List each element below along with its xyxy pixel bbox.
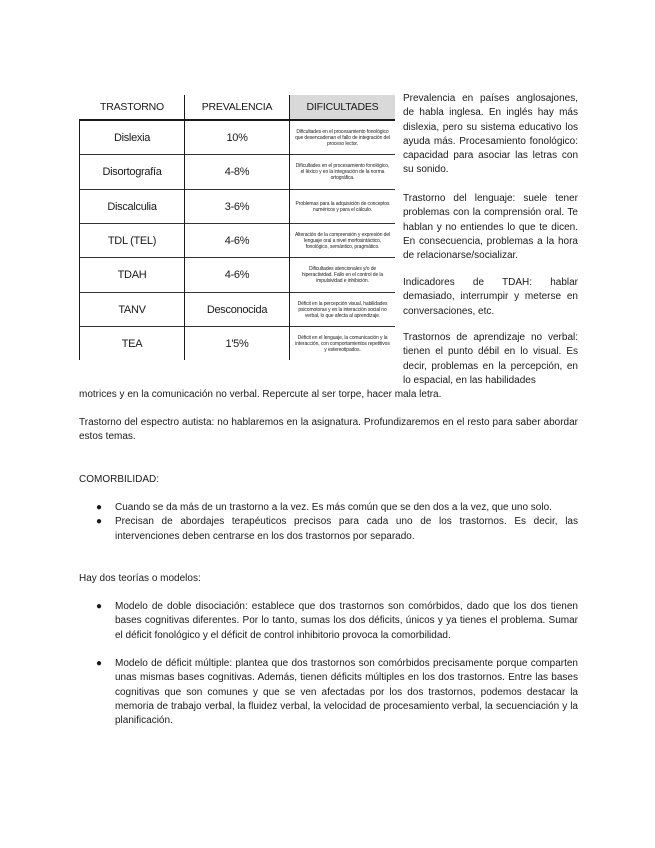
paragraph-language-disorder: Trastorno del lenguaje: suele tener problemas con la comprensión oral. Te hablan y no entiendes lo que te dicen. En consecuencia, problemas a la hora de relacionarse/socializar. <box>403 193 578 262</box>
table-row <box>80 258 396 293</box>
cell-difficulty: Dificultades en el procesamiento fonológico que desencadenan el fallo de integración del proceso lector. <box>290 120 396 155</box>
list-item-text: Cuando se da más de un trastorno a la vez. Es más común que se den dos a la vez, que uno solo. <box>115 502 552 513</box>
cell-difficulty: Déficit en la percepción visual, habilidades psicomotoras y en la interacción social no verbal, lo que afecta al aprendizaje. <box>290 293 396 327</box>
models-list-1 <box>79 600 578 643</box>
header-dificultades: DIFICULTADES <box>290 95 396 120</box>
paragraph-prevalence-note: Prevalencia en países anglosajones, de habla inglesa. En inglés hay más dislexia, pero su sistema educativo los ayuda más. Procesamiento fonológico: capacidad para asociar las letras con su sonido. <box>403 93 578 176</box>
header-prevalencia: PREVALENCIA <box>185 95 290 120</box>
cell-difficulty: Déficit en el lenguaje, la comunicación y la interacción, con comportamientos repetitivos y estereotipados. <box>290 327 396 361</box>
bullet-icon: ● <box>96 516 103 528</box>
cell-difficulty: Dificultades en el procesamiento fonológico, el léxico y en la integración de la norma ortográfica. <box>290 155 396 190</box>
comorbidity-list <box>79 501 578 544</box>
cell-name: Discalculia <box>80 190 185 224</box>
cell-name: Disortografía <box>80 155 185 190</box>
cell-prevalence: 10% <box>185 120 290 155</box>
table-row <box>80 293 396 327</box>
cell-difficulty: Problemas para la adquisición de conceptos numéricos y para el cálculo. <box>290 190 396 224</box>
cell-prevalence: 4-8% <box>185 155 290 190</box>
table-row <box>80 327 396 361</box>
paragraph-tea-note: Trastorno del espectro autista: no hablaremos en la asignatura. Profundizaremos en el resto para saber abordar estos temas. <box>79 417 578 443</box>
cell-name: TEA <box>80 327 185 361</box>
cell-difficulty: Alteración de la comprensión y expresión del lenguaje oral a nivel morfosintáctico, fonológico, semántico, pragmático. <box>290 224 396 258</box>
list-item <box>79 600 578 643</box>
table-row <box>80 190 396 224</box>
cell-prevalence: Desconocida <box>185 293 290 327</box>
list-item <box>79 515 578 544</box>
models-list-2 <box>79 657 578 728</box>
cell-difficulty: Dificultades atencionales y/o de hiperactividad. Fallo en el control de la impulsividad e inhibición. <box>290 258 396 293</box>
cell-prevalence: 1'5% <box>185 327 290 361</box>
cell-prevalence: 3-6% <box>185 190 290 224</box>
list-item-text: Modelo de doble disociación: establece que dos trastornos son comórbidos, dado que los dos tienen bases cognitivas diferentes. Por lo tanto, sumas los dos déficits, únicos y ya tienes el problema. Sumar el déficit fonológico y el déficit de control inhibitorio provoca la comorbilidad. <box>115 601 578 641</box>
cell-name: TDL (TEL) <box>80 224 185 258</box>
cell-prevalence: 4-6% <box>185 224 290 258</box>
table-row <box>80 224 396 258</box>
section-heading-comorbidity: COMORBILIDAD: <box>79 474 160 485</box>
table-row <box>80 120 396 155</box>
paragraph-tanv-part1: Trastornos de aprendizaje no verbal: tienen el punto débil en lo visual. Es decir, problemas en la percepción, en lo espacial, en las habilidades <box>403 332 578 386</box>
bullet-icon: ● <box>96 601 103 612</box>
list-item <box>79 501 578 515</box>
list-item-text: Precisan de abordajes terapéuticos precisos para cada uno de los trastornos. Es decir, las intervenciones deben centrarse en los dos trastornos por separado. <box>115 516 578 542</box>
table-header-row <box>80 95 396 120</box>
bullet-icon: ● <box>96 502 103 513</box>
disorders-table <box>79 95 395 360</box>
paragraph-tdah-indicators: Indicadores de TDAH: hablar demasiado, interrumpir y meterse en conversaciones, etc. <box>403 277 578 317</box>
list-item-text: Modelo de déficit múltiple: plantea que dos trastornos son comórbidos precisamente porque comparten unas mismas bases cognitivas. Además, tienen déficits múltiples en los dos trastornos. Entre las bases cognitivas que son comunes y que se ven afectadas por los dos trastornos, podemos destacar la memoria de trabajo verbal, la fluidez verbal, la velocidad de procesamiento verbal, la secuenciación y la planificación. <box>115 658 578 727</box>
cell-prevalence: 4-6% <box>185 258 290 293</box>
table-row <box>80 155 396 190</box>
paragraph-two-theories: Hay dos teorías o modelos: <box>79 573 201 584</box>
cell-name: TANV <box>80 293 185 327</box>
bullet-icon: ● <box>96 658 103 669</box>
list-item <box>79 657 578 728</box>
cell-name: Dislexia <box>80 120 185 155</box>
cell-name: TDAH <box>80 258 185 293</box>
paragraph-tanv-part2: motrices y en la comunicación no verbal. Repercute al ser torpe, hacer mala letra. <box>79 389 442 400</box>
header-trastorno: TRASTORNO <box>80 95 185 120</box>
